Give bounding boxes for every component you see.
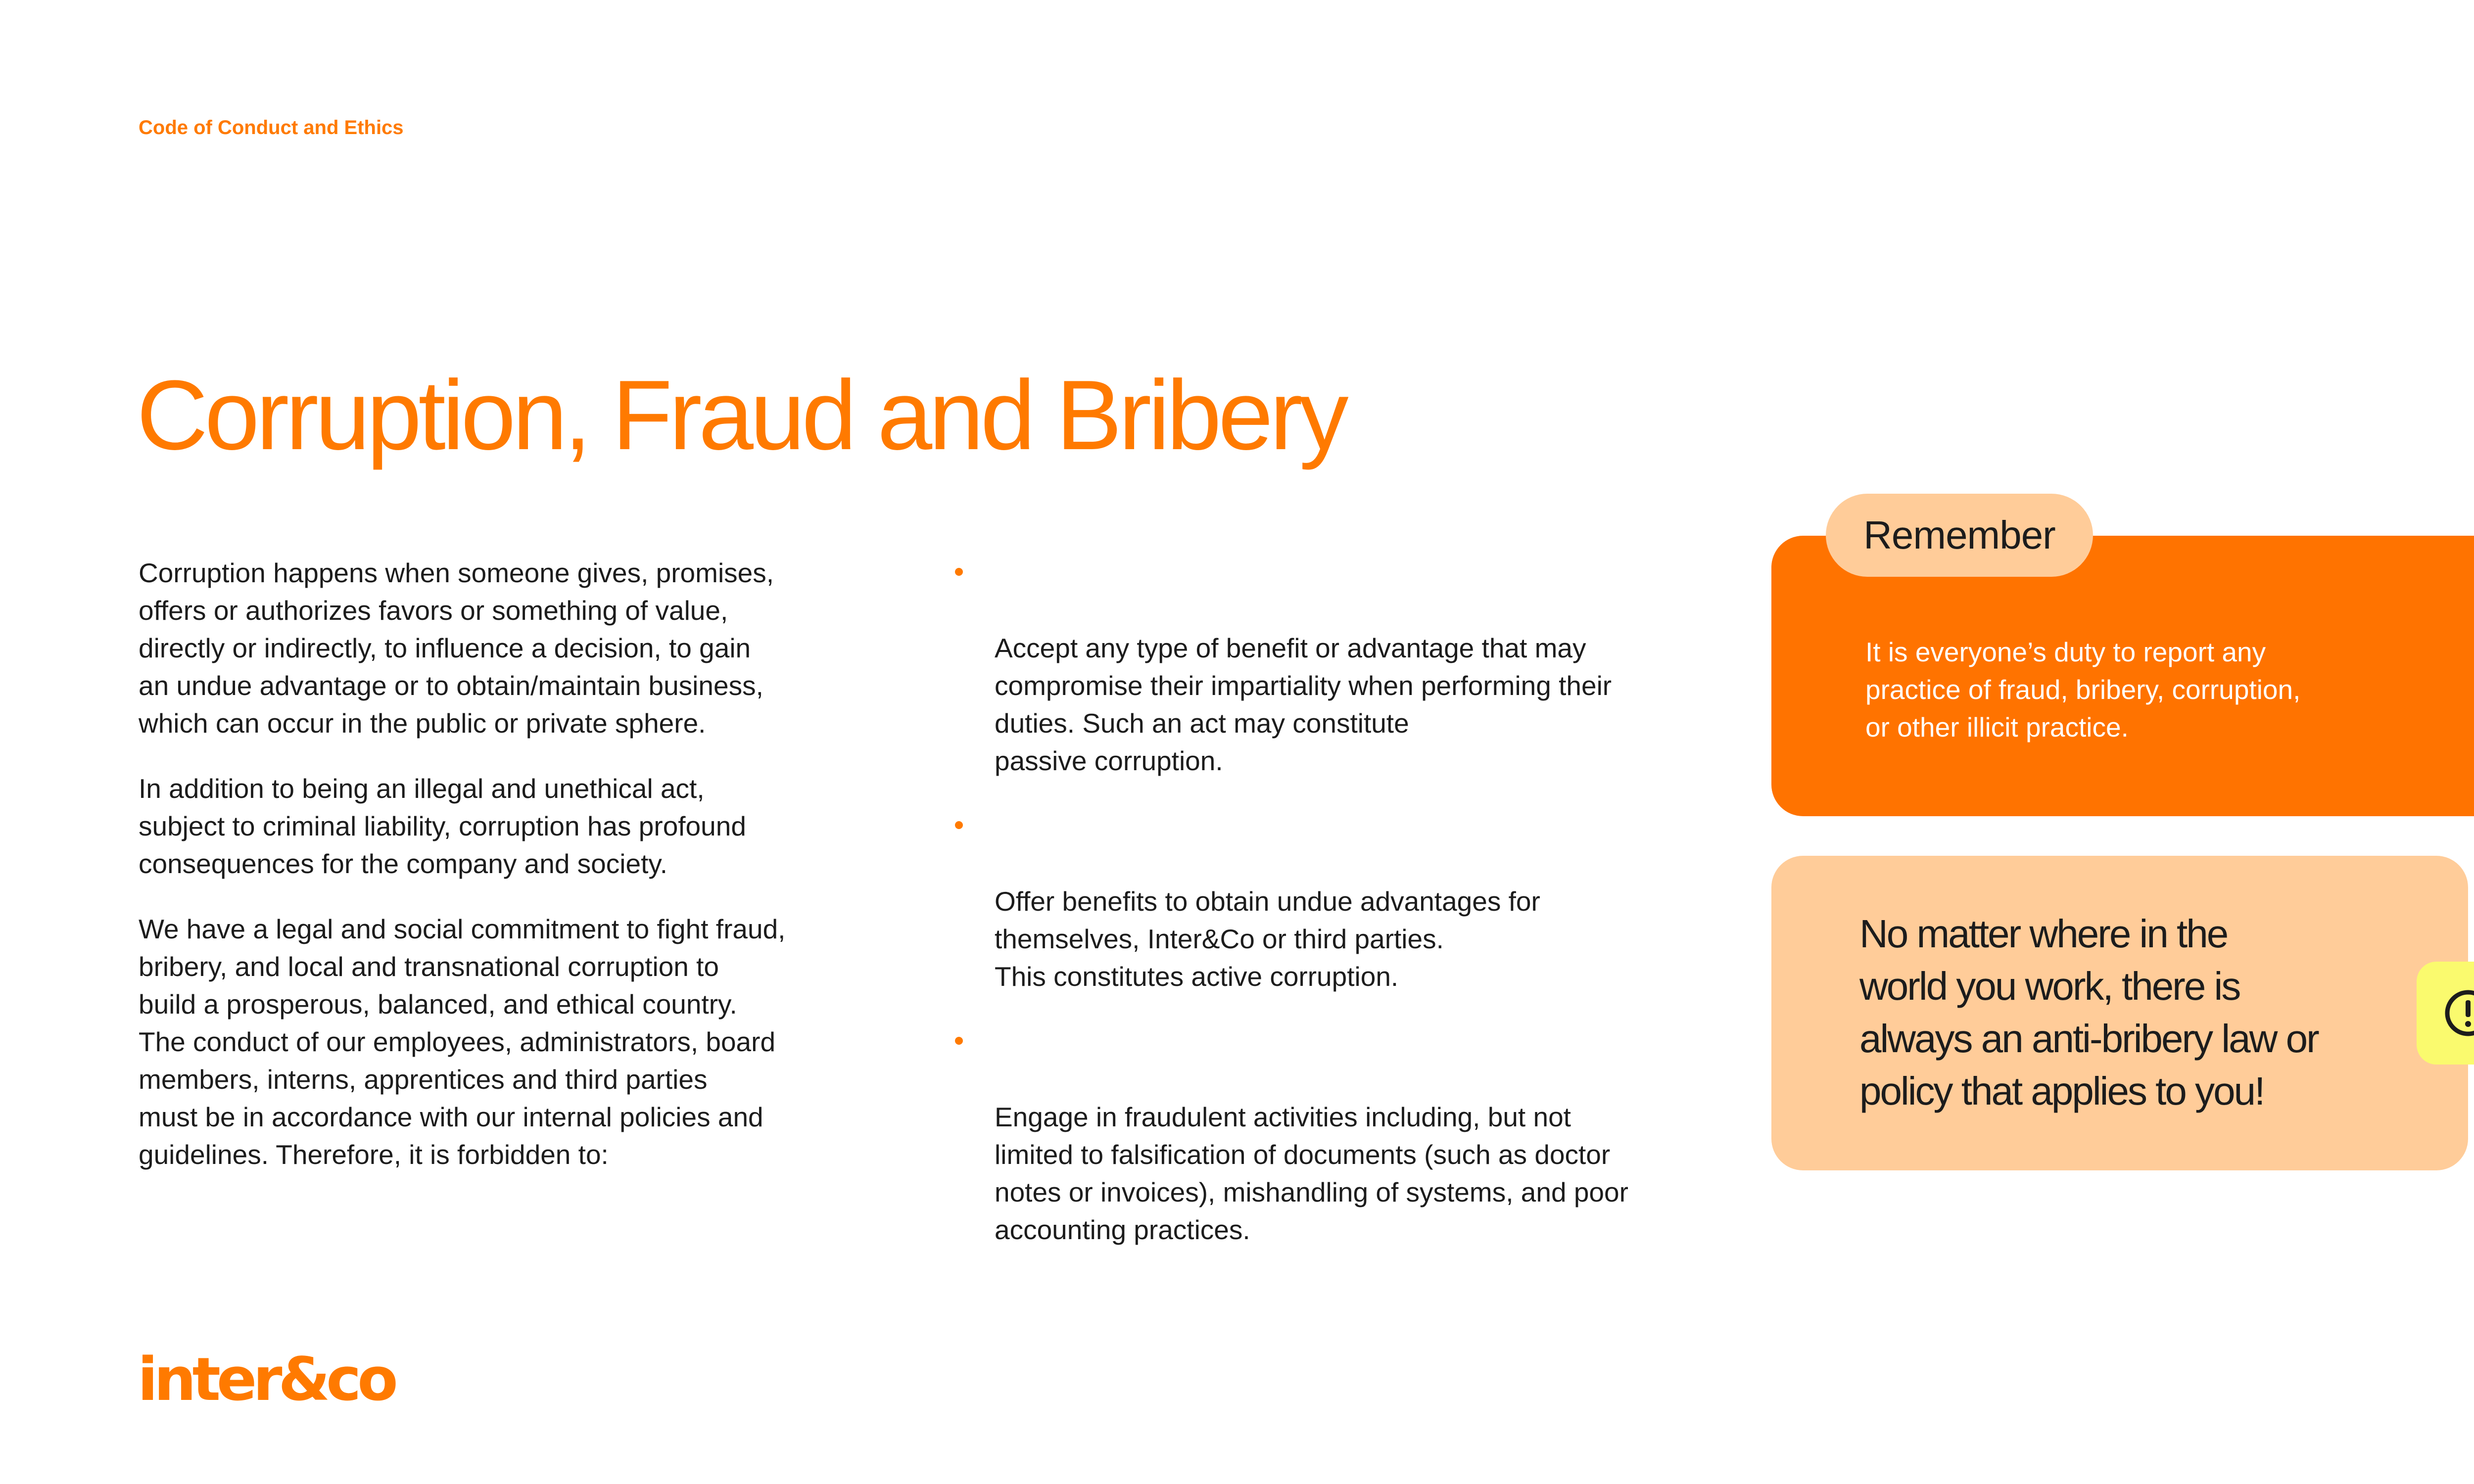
intro-paragraph-2: In addition to being an illegal and unethical act, subject to criminal liability, corruption has profound consequences for the company and society. — [139, 773, 746, 879]
intro-paragraph-3: We have a legal and social commitment to fight fraud, bribery, and local and transnational corruption to build a prosperous, balanced, and ethical country. The conduct of our employees, administrators, board members, interns, apprentices and third parties must be in accordance with our internal policies and guidelines. Therefore, it is forbidden to: — [139, 914, 786, 1170]
forbidden-list-column — [955, 554, 1727, 1276]
forbidden-item-text: Engage in fraudulent activities including, but not limited to falsification of documents (such as doctor notes or invoices), mishandling of systems, and poor accounting practices. — [995, 1102, 1628, 1245]
intro-paragraph-1: Corruption happens when someone gives, promises, offers or authorizes favors or something of value, directly or indirectly, to influence a decision, to gain an undue advantage or to obtain/maintain business, which can occur in the public or private sphere. — [139, 557, 774, 739]
page-title: Corruption, Fraud and Bribery — [137, 360, 1345, 470]
bullet-dot-icon — [955, 1037, 963, 1045]
remember-text: It is everyone’s duty to report any practice of fraud, bribery, corruption, or other illicit practice. — [1865, 637, 2301, 742]
forbidden-item-2 — [955, 807, 1727, 995]
section-header: Code of Conduct and Ethics — [139, 117, 404, 139]
bullet-dot-icon — [955, 568, 963, 576]
forbidden-item-text: Offer benefits to obtain undue advantages for themselves, Inter&Co or third parties. This constitutes active corruption. — [995, 886, 1540, 992]
forbidden-item-1 — [955, 554, 1727, 780]
alert-badge — [2417, 962, 2474, 1065]
forbidden-item-text: Accept any type of benefit or advantage that may compromise their impartiality when performing their duties. Such an act may constitute passive corruption. — [995, 633, 1612, 776]
forbidden-list — [955, 554, 1727, 1249]
forbidden-item-3 — [955, 1023, 1727, 1249]
company-logo: inter&co — [138, 1345, 394, 1414]
intro-column — [139, 554, 881, 1201]
anti-bribery-note-text: No matter where in the world you work, there is always an anti-bribery law or policy that applies to you! — [1859, 912, 2318, 1113]
remember-label: Remember — [1826, 494, 2093, 577]
bullet-dot-icon — [955, 821, 963, 829]
exclamation-circle-icon — [2442, 987, 2474, 1039]
